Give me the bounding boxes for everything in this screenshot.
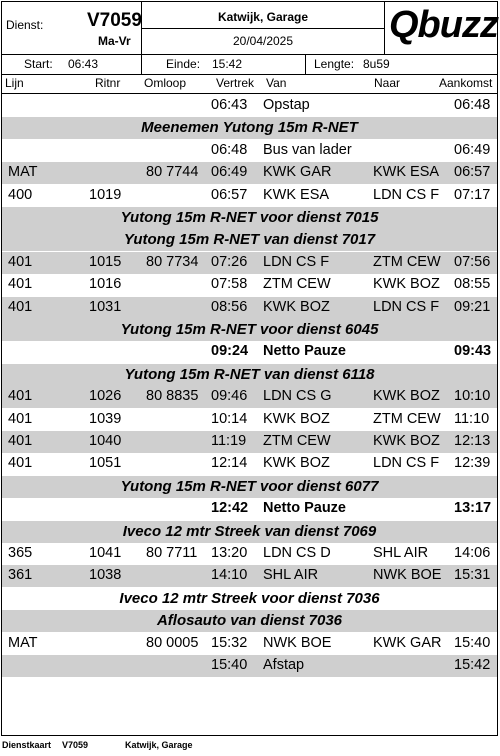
cell-van: SHL AIR [263, 567, 319, 584]
cell-naar: KWK BOZ [373, 276, 440, 293]
lengte-label: Lengte: [314, 57, 355, 71]
start-box [2, 55, 142, 75]
trip-row [2, 386, 497, 408]
cell-ritnr: 1016 [89, 276, 122, 293]
cell-naar: KWK BOZ [373, 433, 440, 449]
cell-vertrek: 15:40 [211, 657, 248, 673]
cell-naar: KWK GAR [373, 634, 442, 651]
cell-vertrek: 12:14 [211, 455, 248, 472]
qbuzz-logo: Qbuzz [389, 4, 498, 46]
cell-ritnr: 1031 [89, 298, 122, 315]
cell-vertrek: 07:26 [211, 253, 248, 270]
trip-row [2, 633, 497, 655]
cell-naar: NWK BOE [373, 567, 442, 584]
section-title-row [2, 588, 497, 610]
section-title-row [2, 364, 497, 386]
cell-vertrek: 09:24 [211, 343, 249, 360]
cell-naar: ZTM CEW [373, 410, 441, 427]
col-lijn: Lijn [5, 76, 24, 90]
cell-van: NWK BOE [263, 634, 332, 651]
cell-aankomst: 12:13 [454, 433, 491, 449]
cell-aankomst: 06:48 [454, 97, 491, 113]
cell-vertrek: 08:56 [211, 298, 248, 315]
section-title: Yutong 15m R-NET voor dienst 6077 [120, 477, 379, 495]
cell-lijn: 401 [8, 388, 33, 405]
cell-van: LDN CS D [263, 545, 331, 561]
cell-aankomst: 08:55 [454, 276, 491, 293]
section-title-row [2, 229, 497, 251]
cell-van: KWK GAR [263, 164, 332, 181]
section-title: Yutong 15m R-NET voor dienst 6045 [120, 321, 379, 338]
service-card [1, 1, 498, 736]
cell-lijn: 401 [8, 276, 33, 293]
cell-ritnr: 1051 [89, 455, 122, 472]
cell-lijn: 400 [8, 186, 33, 203]
cell-lijn: 365 [8, 545, 33, 561]
cell-aankomst: 15:42 [454, 657, 491, 673]
footer-label: Dienstkaart [2, 740, 52, 750]
cell-naar: ZTM CEW [373, 253, 441, 270]
trip-row [2, 95, 497, 117]
section-title: Yutong 15m R-NET van dienst 6118 [124, 365, 375, 383]
cell-naar: LDN CS F [373, 455, 440, 472]
section-title: Yutong 15m R-NET van dienst 7017 [123, 231, 376, 249]
cell-naar: LDN CS F [373, 298, 440, 315]
dienst-number: V7059 [87, 10, 142, 31]
cell-lijn: MAT [8, 634, 38, 651]
cell-aankomst: 10:10 [454, 388, 491, 405]
date-box [142, 29, 385, 55]
cell-vertrek: 15:32 [211, 634, 248, 651]
section-title-row [2, 207, 497, 229]
section-title: Iveco 12 mtr Streek van dienst 7069 [122, 522, 377, 540]
col-naar: Naar [374, 76, 401, 90]
cell-van: ZTM CEW [263, 433, 331, 449]
pause-row [2, 341, 497, 363]
cell-ritnr: 1041 [89, 545, 122, 561]
dienst-label: Dienst: [6, 18, 44, 32]
section-title: Iveco 12 mtr Streek voor dienst 7036 [119, 589, 380, 607]
section-title-row [2, 521, 497, 543]
trip-row [2, 565, 497, 587]
cell-aankomst: 15:40 [454, 634, 491, 651]
location: Katwijk, Garage [217, 10, 309, 24]
cell-omloop: 80 0005 [146, 634, 199, 651]
cell-vertrek: 13:20 [211, 545, 248, 561]
cell-aankomst: 07:56 [454, 253, 491, 270]
cell-vertrek: 06:48 [211, 141, 248, 158]
cell-aankomst: 14:06 [454, 545, 491, 561]
trip-row [2, 274, 497, 296]
cell-van: Netto Pauze [263, 343, 346, 360]
cell-van: KWK BOZ [263, 410, 330, 427]
section-title-row [2, 610, 497, 632]
cell-naar: SHL AIR [373, 545, 429, 561]
cell-vertrek: 06:57 [211, 186, 248, 203]
cell-vertrek: 09:46 [211, 388, 248, 405]
trip-row [2, 185, 497, 207]
lengte-value: 8u59 [363, 57, 390, 71]
einde-box [142, 55, 306, 75]
trip-row [2, 431, 497, 453]
col-ritnr: Ritnr [95, 76, 121, 90]
cell-ritnr: 1026 [89, 388, 122, 405]
trip-row [2, 409, 497, 431]
cell-vertrek: 10:14 [211, 410, 248, 427]
cell-van: Opstap [263, 97, 310, 113]
cell-van: LDN CS F [263, 253, 330, 270]
cell-aankomst: 09:43 [454, 343, 492, 360]
dienst-box [2, 2, 142, 55]
cell-aankomst: 07:17 [454, 186, 491, 203]
cell-lijn: 401 [8, 298, 33, 315]
cell-aankomst: 15:31 [454, 567, 491, 584]
start-value: 06:43 [68, 57, 99, 71]
col-aankomst: Aankomst [439, 76, 493, 90]
section-title: Aflosauto van dienst 7036 [156, 612, 343, 630]
cell-aankomst: 06:49 [454, 141, 491, 158]
section-title: Meenemen Yutong 15m R-NET [141, 119, 358, 137]
cell-vertrek: 07:58 [211, 276, 248, 293]
cell-naar: LDN CS F [373, 186, 440, 203]
cell-van: KWK ESA [263, 186, 330, 203]
section-title-row [2, 319, 497, 341]
location-box [142, 2, 385, 29]
cell-omloop: 80 7734 [146, 253, 199, 270]
trip-row [2, 162, 497, 184]
cell-omloop: 80 8835 [146, 388, 199, 405]
cell-vertrek: 06:49 [211, 164, 248, 181]
cell-naar: KWK ESA [373, 164, 440, 181]
cell-aankomst: 06:57 [454, 164, 491, 181]
cell-lijn: 401 [8, 455, 33, 472]
column-header-row [2, 75, 497, 94]
section-title-row [2, 476, 497, 498]
days-label: Ma-Vr [98, 34, 131, 48]
footer-location: Katwijk, Garage [125, 740, 193, 750]
trip-row [2, 140, 497, 162]
cell-omloop: 80 7711 [146, 545, 198, 561]
section-title: Yutong 15m R-NET voor dienst 7015 [120, 209, 379, 226]
cell-aankomst: 11:10 [454, 410, 490, 427]
trip-row [2, 543, 497, 565]
cell-van: ZTM CEW [263, 276, 331, 293]
col-van: Van [266, 76, 287, 90]
logo-box [385, 2, 497, 55]
trip-row [2, 297, 497, 319]
cell-ritnr: 1015 [89, 253, 122, 270]
date: 20/04/2025 [232, 34, 294, 48]
pause-row [2, 498, 497, 520]
cell-van: Bus van lader [263, 141, 352, 158]
lengte-box [306, 55, 497, 75]
cell-van: LDN CS G [263, 388, 332, 405]
cell-omloop: 80 7744 [146, 164, 199, 181]
cell-vertrek: 11:19 [211, 433, 247, 449]
section-title-row [2, 117, 497, 139]
cell-ritnr: 1039 [89, 410, 122, 427]
einde-value: 15:42 [212, 57, 243, 71]
cell-ritnr: 1038 [89, 567, 122, 584]
cell-ritnr: 1040 [89, 433, 122, 449]
col-omloop: Omloop [144, 76, 187, 90]
cell-vertrek: 06:43 [211, 97, 248, 113]
trip-row [2, 655, 497, 677]
trip-row [2, 453, 497, 475]
cell-lijn: 401 [8, 433, 33, 449]
cell-naar: KWK BOZ [373, 388, 440, 405]
footer-dienst: V7059 [62, 740, 89, 750]
cell-van: KWK BOZ [263, 455, 330, 472]
einde-label: Einde: [166, 57, 201, 71]
cell-van: Afstap [263, 657, 305, 673]
cell-ritnr: 1019 [89, 186, 122, 203]
cell-aankomst: 12:39 [454, 455, 491, 472]
start-label: Start: [24, 57, 53, 71]
cell-lijn: 361 [8, 567, 33, 584]
cell-van: Netto Pauze [263, 500, 346, 517]
cell-aankomst: 13:17 [454, 500, 492, 517]
cell-vertrek: 14:10 [211, 567, 248, 584]
col-vertrek: Vertrek [216, 76, 255, 90]
cell-aankomst: 09:21 [454, 298, 491, 315]
cell-lijn: 401 [8, 410, 33, 427]
cell-van: KWK BOZ [263, 298, 330, 315]
cell-lijn: 401 [8, 253, 33, 270]
cell-vertrek: 12:42 [211, 500, 249, 517]
cell-lijn: MAT [8, 164, 38, 181]
trip-row [2, 252, 497, 274]
